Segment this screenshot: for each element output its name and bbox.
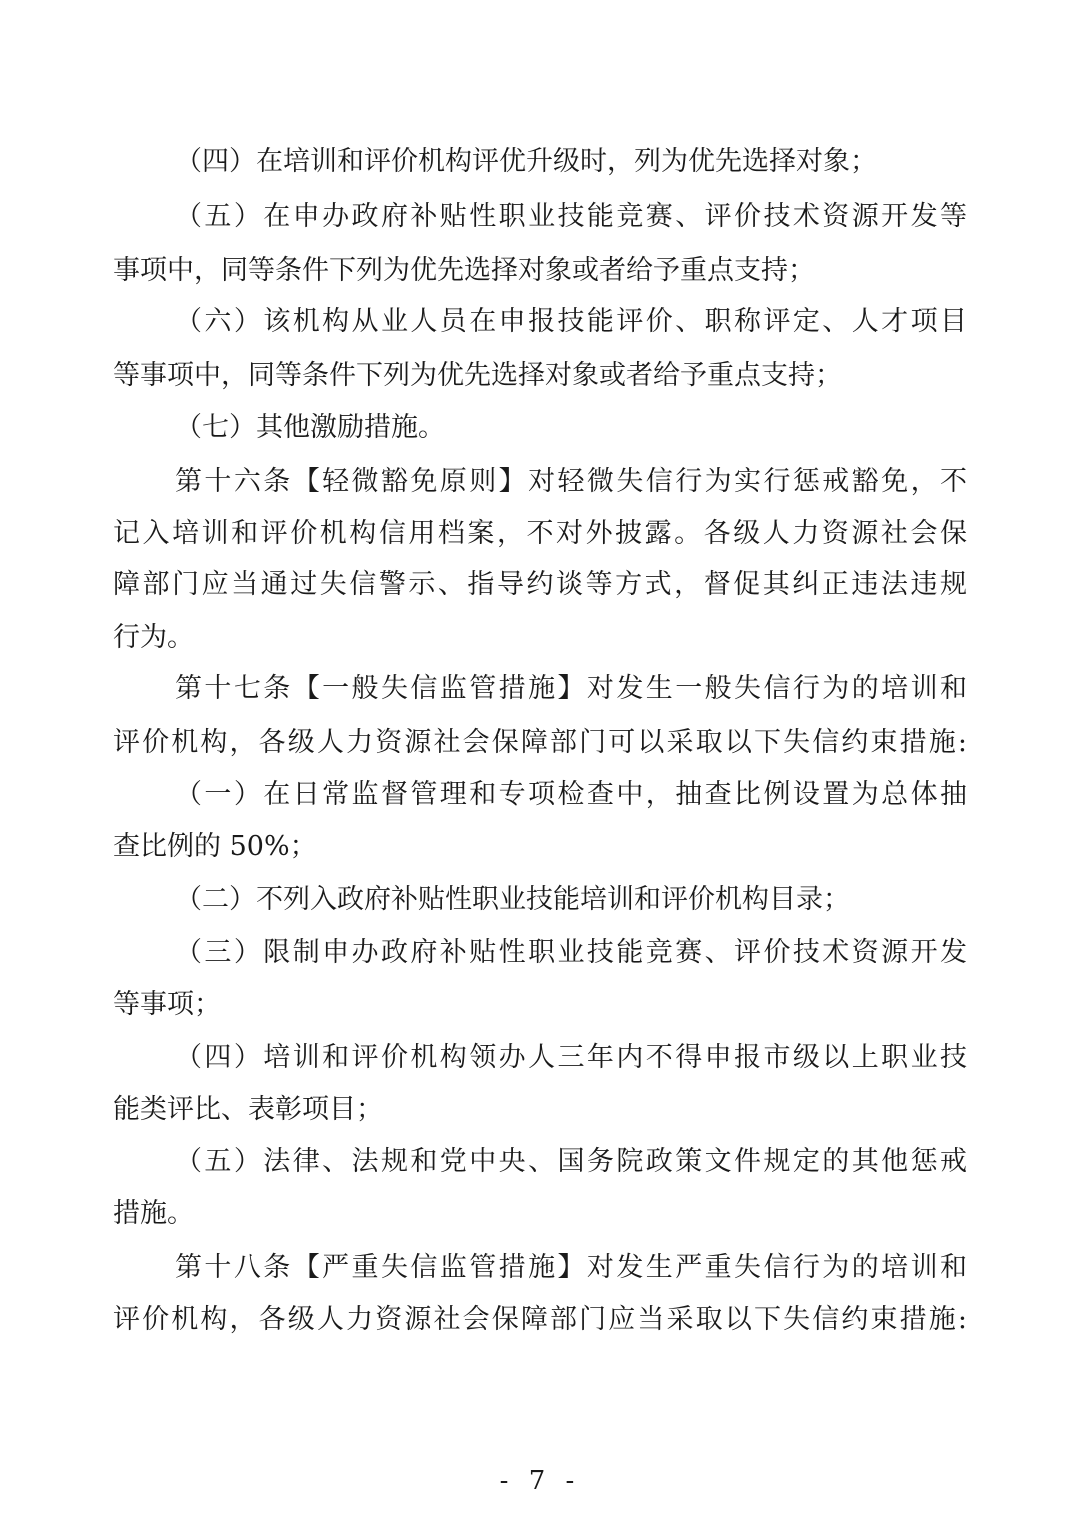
- text-line: （三）限制申办政府补贴性职业技能竞赛、评价技术资源开发: [175, 937, 967, 968]
- text-line: （四）在培训和评价机构评优升级时，列为优先选择对象；: [175, 146, 877, 177]
- text-line: （七）其他激励措施。: [175, 412, 445, 443]
- text-line: （五）在申办政府补贴性职业技能竞赛、评价技术资源开发等: [175, 201, 967, 232]
- text-line: （五）法律、法规和党中央、国务院政策文件规定的其他惩戒: [175, 1146, 967, 1177]
- text-line: 等事项；: [113, 989, 221, 1020]
- text-line: 行为。: [113, 622, 194, 653]
- text-line: 事项中，同等条件下列为优先选择对象或者给予重点支持；: [113, 255, 815, 286]
- text-line: （六）该机构从业人员在申报技能评价、职称评定、人才项目: [175, 306, 967, 337]
- text-line: 第十八条【严重失信监管措施】对发生严重失信行为的培训和: [175, 1252, 967, 1283]
- text-line: 记入培训和评价机构信用档案，不对外披露。各级人力资源社会保: [113, 518, 967, 549]
- page-number: - 7 -: [499, 1466, 581, 1496]
- text-line: 等事项中，同等条件下列为优先选择对象或者给予重点支持；: [113, 360, 842, 391]
- text-line: （二）不列入政府补贴性职业技能培训和评价机构目录；: [175, 884, 850, 915]
- text-line: 查比例的 50%；: [113, 831, 317, 862]
- text-line: （一）在日常监督管理和专项检查中，抽查比例设置为总体抽: [175, 779, 967, 810]
- text-line: （四）培训和评价机构领办人三年内不得申报市级以上职业技: [175, 1042, 967, 1073]
- text-line: 能类评比、表彰项目；: [113, 1094, 383, 1125]
- text-line: 评价机构，各级人力资源社会保障部门应当采取以下失信约束措施:: [113, 1304, 967, 1335]
- text-line: 第十七条【一般失信监管措施】对发生一般失信行为的培训和: [175, 673, 967, 704]
- text-line: 措施。: [113, 1198, 194, 1229]
- text-line: 障部门应当通过失信警示、指导约谈等方式，督促其纠正违法违规: [113, 569, 967, 600]
- text-line: 评价机构，各级人力资源社会保障部门可以采取以下失信约束措施:: [113, 727, 967, 758]
- text-line: 第十六条【轻微豁免原则】对轻微失信行为实行惩戒豁免，不: [175, 466, 967, 497]
